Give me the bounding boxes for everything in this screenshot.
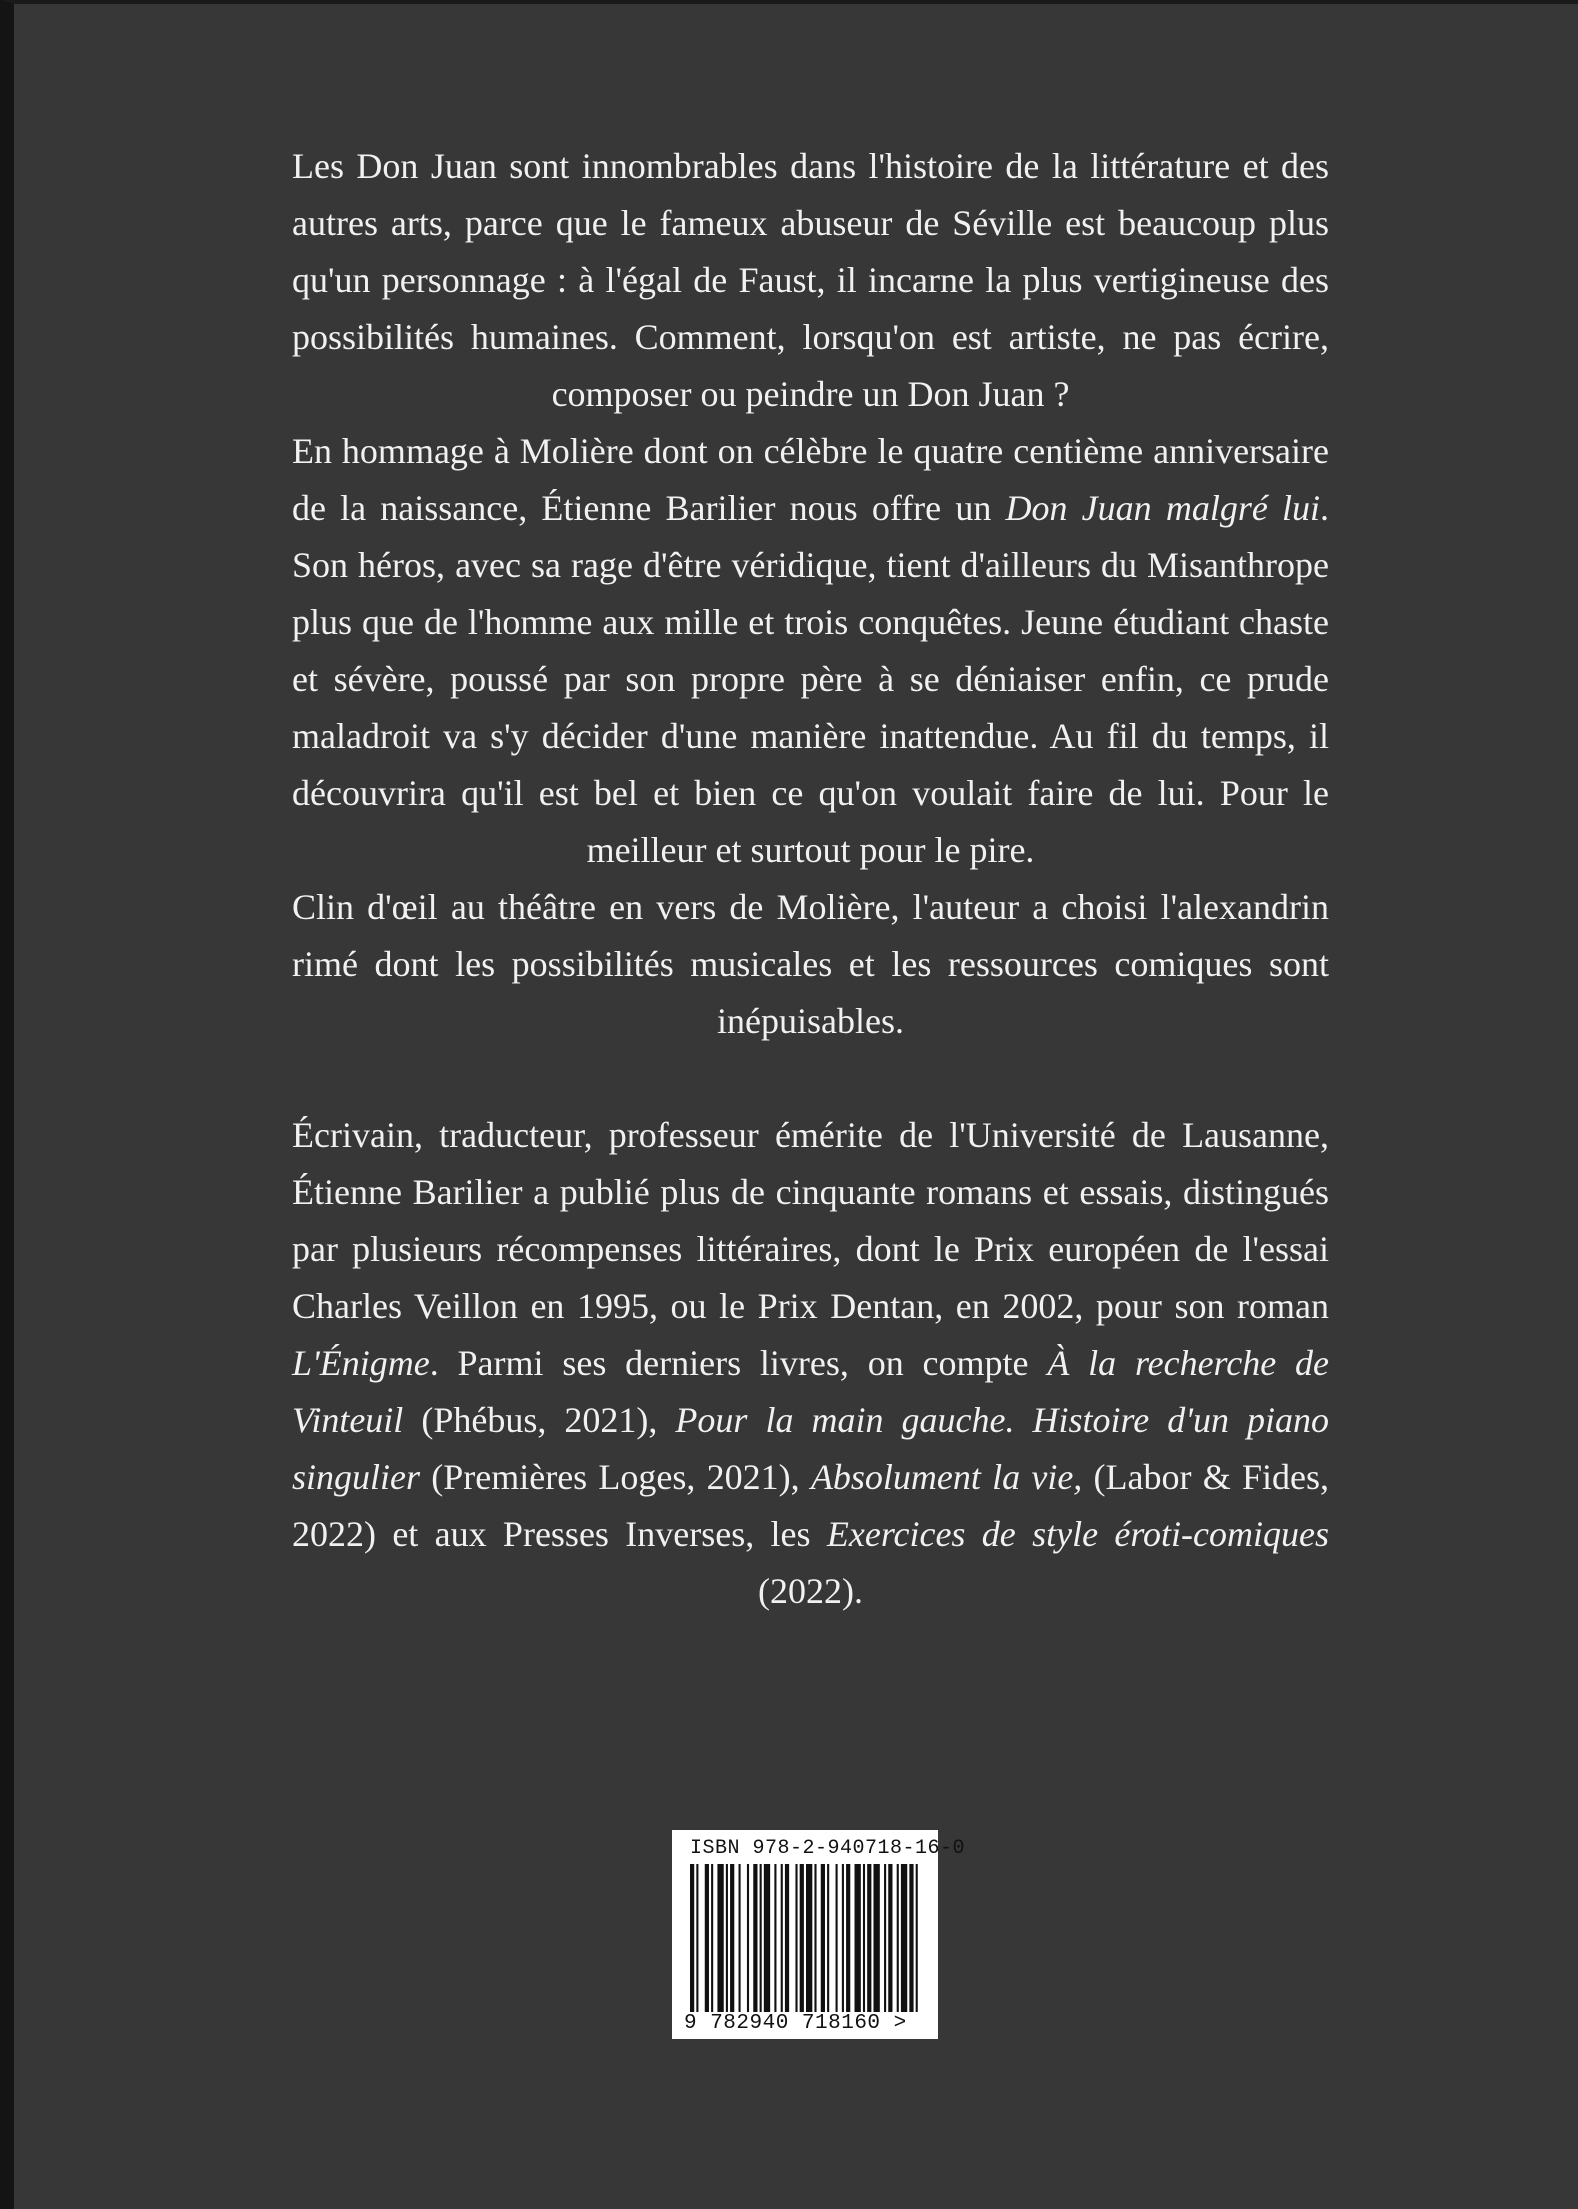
barcode-bar (909, 1864, 913, 2012)
barcode-bar (730, 1864, 734, 2012)
bio-text-e: (Labor & Fides, 2022) et aux Presses Inverses, les (292, 1457, 1329, 1554)
blurb-paragraph-3: Clin d'œil au théâtre en vers de Molière, l'auteur a choisi l'alexandrin rimé dont les possibilités musicales et les ressources comiques sont inépuisables. (292, 887, 1329, 1041)
barcode-bar (842, 1864, 844, 2012)
barcode-bar (774, 1864, 776, 2012)
barcode-bar (726, 1864, 728, 2012)
book-title: Don Juan malgré lui (1005, 488, 1320, 528)
barcode-bar (717, 1864, 723, 2012)
barcode-bar (867, 1864, 871, 2012)
barcode-bar (827, 1864, 829, 2012)
barcode-bar (863, 1864, 865, 2012)
bio-text-b: . Parmi ses derniers livres, on compte (429, 1343, 1048, 1383)
barcode-bar (855, 1864, 861, 2012)
bio-text-d: (Premières Loges, 2021), (420, 1457, 811, 1497)
bio-title-exercices: Exercices de style éroti-comiques (826, 1514, 1329, 1554)
barcode-bar (901, 1864, 907, 2012)
blurb-paragraph-2 (292, 423, 1329, 879)
isbn-digits: 9 782940 718160 > (684, 2012, 907, 2035)
isbn-label: ISBN 978-2-940718-16-0 (690, 1837, 966, 1860)
isbn-barcode (672, 1830, 966, 2039)
barcode-bars (690, 1864, 922, 2012)
barcode-bar (764, 1864, 770, 2012)
blurb-p2-text-b: . Son héros, avec sa rage d'être véridique, tient d'ailleurs du Misanthrope plus que de l'homme aux mille et trois conquêtes. Jeune étudiant chaste et sévère, poussé par son propre père à se déniaiser enfin, ce prude maladroit va s'y décider d'une manière inattendue. Au fil du temps, il découvrira qu'il est bel et bien ce qu'on voulait faire de lui. Pour le meilleur et surtout pour le pire. (292, 488, 1329, 870)
bio-text-f: (2022). (758, 1571, 863, 1611)
blurb-p2-text-a: En hommage à Molière dont on célèbre le quatre centième anniversaire de la naissance, Étienne Barilier nous offre un (292, 431, 1329, 528)
barcode-bar (846, 1864, 850, 2012)
barcode-bar (888, 1864, 892, 2012)
barcode-bar (711, 1864, 713, 2012)
barcode-bar (696, 1864, 698, 2012)
blurb-paragraph-1: Les Don Juan sont innombrables dans l'histoire de la littérature et des autres arts, parce que le fameux abuseur de Séville est beaucoup plus qu'un personnage : à l'égal de Faust, il incarne la plus vertigineuse des possibilités humaines. Comment, lorsqu'on est artiste, ne pas écrire, composer ou peindre un Don Juan ? (292, 146, 1329, 414)
bio-title-vinteuil: À la recherche de Vinteuil (292, 1343, 1329, 1440)
barcode-bar (836, 1864, 838, 2012)
bio-text-a: Écrivain, traducteur, professeur émérite de l'Université de Lausanne, Étienne Barilier a publié plus de cinquante romans et essais, distingués par plusieurs récompenses littéraires, dont le Prix européen de l'essai Charles Veillon en 1995, ou le Prix Dentan, en 2002, pour son roman (292, 1115, 1329, 1326)
barcode-bar (800, 1864, 804, 2012)
barcode-bar (884, 1864, 886, 2012)
barcode-bar (814, 1864, 816, 2012)
bio-title-main-gauche: Pour la main gauche. Histoire d'un piano singulier (292, 1400, 1329, 1497)
barcode-bar (747, 1864, 749, 2012)
barcode-bar (781, 1864, 783, 2012)
barcode-bar (705, 1864, 709, 2012)
author-bio (292, 1107, 1329, 1620)
barcode-bar (873, 1864, 879, 2012)
barcode-bar (739, 1864, 741, 2012)
barcode-bar (690, 1864, 694, 2012)
barcode-bar (806, 1864, 812, 2012)
bio-title-absolument: Absolument la vie, (810, 1457, 1083, 1497)
barcode-bar (916, 1864, 918, 2012)
barcode-bar (795, 1864, 797, 2012)
barcode-bar (753, 1864, 757, 2012)
barcode-bar (821, 1864, 825, 2012)
bio-text-c: (Phébus, 2021), (403, 1400, 676, 1440)
barcode-bar (785, 1864, 789, 2012)
barcode-bar (760, 1864, 762, 2012)
cover-text (292, 138, 1329, 1620)
barcode-bar (897, 1864, 899, 2012)
bio-title-enigme: L'Énigme (292, 1343, 430, 1383)
